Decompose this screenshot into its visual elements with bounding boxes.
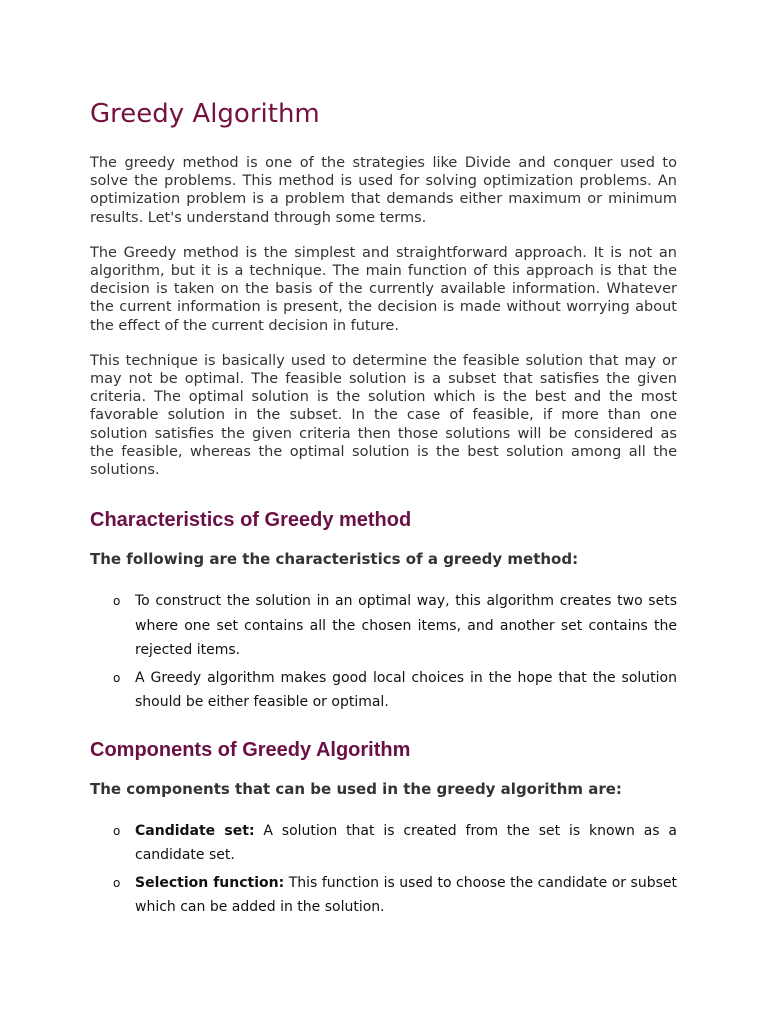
characteristics-heading: Characteristics of Greedy method — [90, 509, 412, 532]
list-item-text: A solution that is created from the set is known as a candidate set. — [135, 822, 677, 864]
bullet-marker: o — [113, 670, 121, 685]
components-heading: Components of Greedy Algorithm — [90, 738, 411, 761]
characteristics-section — [90, 507, 677, 715]
list-item — [90, 589, 677, 663]
characteristics-list — [90, 589, 677, 715]
list-item-term: Candidate set: — [135, 822, 255, 839]
paragraph-feasible: This technique is basically used to determine the feasible solution that may or may not be optimal. The feasible solution is a subset that satisfies the given criteria. The optimal solution is the solution which is the best and the most favorable solution in the subset. In the case of feasible, if more than one solution satisfies the given criteria then those solutions will be considered as the feasible, whereas the optimal solution is the best solution among all the solutions. — [90, 352, 677, 479]
bullet-marker: o — [113, 875, 121, 890]
list-item — [90, 871, 677, 920]
bullet-marker: o — [113, 823, 121, 838]
paragraph-intro: The greedy method is one of the strategies like Divide and conquer used to solve the problems. This method is used for solving optimization problems. An optimization problem is a problem that demands either maximum or minimum results. Let's understand through some terms. — [90, 155, 677, 226]
components-section — [90, 737, 677, 920]
list-item-text: This function is used to choose the candidate or subset which can be added in the solution. — [135, 874, 677, 916]
list-item — [90, 666, 677, 715]
bullet-marker: o — [113, 594, 121, 609]
list-item-text: A Greedy algorithm makes good local choices in the hope that the solution should be either feasible or optimal. — [135, 669, 677, 711]
page-title: Greedy Algorithm — [90, 99, 320, 129]
components-lead: The components that can be used in the greedy algorithm are: — [90, 779, 622, 798]
list-item-term: Selection function: — [135, 874, 285, 891]
paragraph-approach: The Greedy method is the simplest and straightforward approach. It is not an algorithm, but it is a technique. The main function of this approach is that the decision is taken on the basis of the currently available information. Whatever the current information is present, the decision is made without worrying about the effect of the current decision in future. — [90, 244, 677, 334]
document-page — [90, 96, 677, 923]
list-item-text: To construct the solution in an optimal way, this algorithm creates two sets where one set contains all the chosen items, and another set contains the rejected items. — [135, 593, 677, 659]
components-list — [90, 819, 677, 920]
characteristics-lead: The following are the characteristics of a greedy method: — [90, 550, 579, 569]
list-item — [90, 819, 677, 868]
